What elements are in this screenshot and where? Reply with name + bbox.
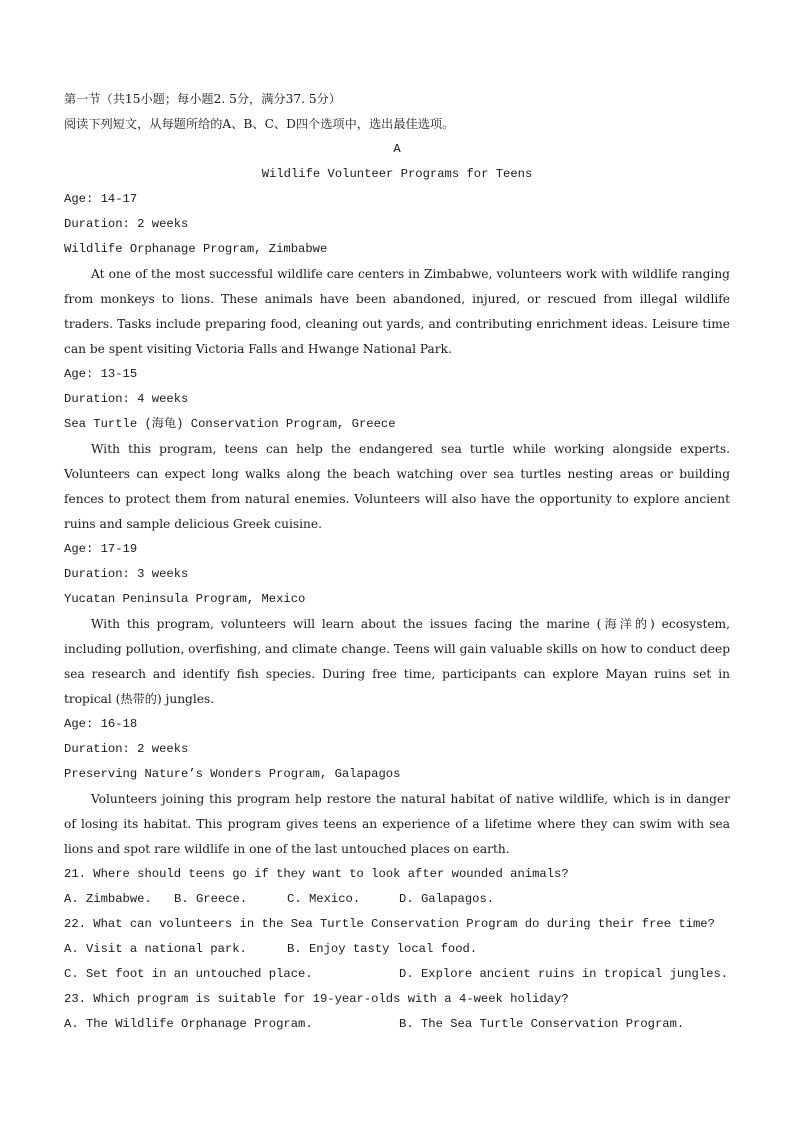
passage-title: Wildlife Volunteer Programs for Teens — [261, 167, 533, 181]
option-d[interactable]: D. Galapagos. — [399, 892, 495, 906]
passage-letter: A — [393, 142, 401, 156]
option-b[interactable]: B. Greece. — [174, 892, 248, 906]
question-options-row — [64, 962, 730, 987]
question-stem: 23. Which program is suitable for 19-year-olds with a 4-week holiday? — [64, 992, 569, 1006]
program-age: Age: 16-18 — [64, 717, 138, 731]
option-a[interactable]: A. Zimbabwe. — [64, 892, 152, 906]
program-duration: Duration: 4 weeks — [64, 392, 189, 406]
program-age: Age: 13-15 — [64, 367, 138, 381]
question-options-row — [64, 937, 730, 962]
program-name: Yucatan Peninsula Program, Mexico — [64, 592, 306, 606]
option-b[interactable]: B. The Sea Turtle Conservation Program. — [399, 1017, 685, 1031]
program-name: Wildlife Orphanage Program, Zimbabwe — [64, 242, 328, 256]
program-description: At one of the most successful wildlife care centers in Zimbabwe, volunteers work with wildlife ranging from monkeys to lions. These animals have been abandoned, injured, or rescued from illegal wildlife traders. Tasks include preparing food, cleaning out yards, and contributing enrichment ideas. Leisure time can be spent visiting Victoria Falls and Hwange National Park. — [64, 267, 730, 356]
program-age: Age: 14-17 — [64, 192, 138, 206]
question-stem: 21. Where should teens go if they want to look after wounded animals? — [64, 867, 569, 881]
option-d[interactable]: D. Explore ancient ruins in tropical jungles. — [399, 967, 729, 981]
option-c[interactable]: C. Set foot in an untouched place. — [64, 967, 313, 981]
option-a[interactable]: A. Visit a national park. — [64, 942, 247, 956]
program-description: With this program, volunteers will learn about the issues facing the marine (海洋的) ecosystem, including pollution, overfishing, and climate change. Teens will gain valuable skills on how to conduct deep sea research and identify fish species. During free time, participants can explore Mayan ruins set in tropical (热带的) jungles. — [64, 617, 730, 706]
program-description: Volunteers joining this program help restore the natural habitat of native wildlife, which is in danger of losing its habitat. This program gives teens an experience of a lifetime where they can swim with sea lions and spot rare wildlife in one of the last untouched places on earth. — [64, 792, 730, 856]
option-b[interactable]: B. Enjoy tasty local food. — [287, 942, 478, 956]
question-options-row — [64, 1012, 730, 1037]
program-duration: Duration: 2 weeks — [64, 742, 189, 756]
program-age: Age: 17-19 — [64, 542, 138, 556]
section-heading: 第一节（共15小题；每小题2. 5分，满分37. 5分） — [64, 92, 341, 106]
program-description: With this program, teens can help the endangered sea turtle while working alongside experts. Volunteers can expect long walks along the beach watching over sea turtles nesting areas or building fences to protect them from natural enemies. Volunteers will also have the opportunity to explore ancient ruins and sample delicious Greek cuisine. — [64, 442, 730, 531]
program-duration: Duration: 3 weeks — [64, 567, 189, 581]
question-options — [64, 887, 730, 912]
program-duration: Duration: 2 weeks — [64, 217, 189, 231]
program-name: Sea Turtle (海龟) Conservation Program, Greece — [64, 417, 396, 431]
question-stem: 22. What can volunteers in the Sea Turtle Conservation Program do during their free time? — [64, 917, 715, 931]
option-a[interactable]: A. The Wildlife Orphanage Program. — [64, 1017, 313, 1031]
option-c[interactable]: C. Mexico. — [287, 892, 361, 906]
instruction: 阅读下列短文，从每题所给的A、B、C、D四个选项中，选出最佳选项。 — [64, 117, 455, 131]
program-name: Preserving Nature’s Wonders Program, Galapagos — [64, 767, 401, 781]
